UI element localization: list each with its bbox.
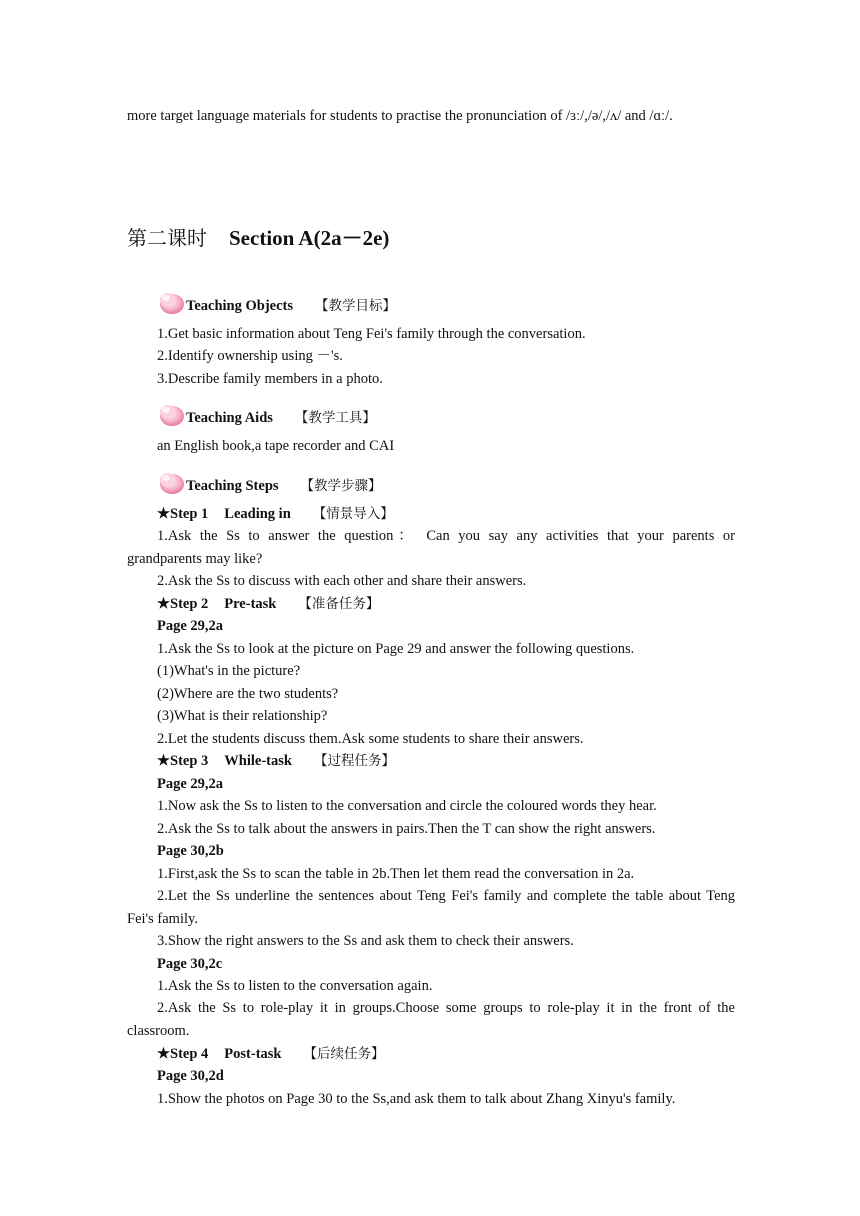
step-3-name: While-task [224,753,292,769]
teaching-aids-label: Teaching Aids [186,410,273,426]
teaching-aids-text: an English book,a tape recorder and CAI [157,438,395,454]
step-2-item: (3)What is their relationship? [157,708,328,724]
lesson-title-cn: 第二课时 [127,226,207,250]
step-3-a-item: 2.Ask the Ss to talk about the answers in pairs.Then the T can show the right answers. [157,821,656,837]
teaching-steps-cn: 【教学步骤】 [300,478,382,494]
intro-line: more target language materials for students to practise the pronunciation of /ɜː/,/ə/,/ʌ/ and /ɑː/. [127,108,673,124]
step-1-cn: 【情景导入】 [312,506,394,522]
teaching-objects-cn: 【教学目标】 [315,298,397,314]
step-3-b-item-2-line-b: Fei's family. [127,911,198,927]
step-4-label: ★Step 4 [157,1046,209,1062]
objective-item: 3.Describe family members in a photo. [157,371,383,387]
step-1-item-1-line-b: grandparents may like? [127,551,263,567]
step-1-name: Leading in [224,506,291,522]
step-3-c-item-2-line-a: 2.Ask the Ss to role‐play it in groups.Choose some groups to role-play it in the front of the [157,1000,735,1016]
step-3-b-item-2-line-a: 2.Let the Ss underline the sentences about Teng Fei's family and complete the table about Teng [157,888,735,904]
step-1-label: ★Step 1 [157,506,209,522]
step-3-heading [157,752,395,770]
step-3-a-item: 1.Now ask the Ss to listen to the conversation and circle the coloured words they hear. [157,798,657,814]
step-4-name: Post-task [224,1046,282,1062]
step-2-name: Pre-task [224,596,277,612]
step-3-b-item-3: 3.Show the right answers to the Ss and ask them to check their answers. [157,933,574,949]
step-3-page-ref-a: Page 29,2a [157,776,224,792]
step-1-item-1-line-a: 1.Ask the Ss to answer the question： Can you say any activities that your parents or [157,528,735,544]
flower-bullet-icon [157,468,185,496]
step-2-cn: 【准备任务】 [298,596,380,612]
step-4-page-ref: Page 30,2d [157,1068,224,1084]
step-2-page-ref: Page 29,2a [157,618,224,634]
step-3-label: ★Step 3 [157,753,209,769]
teaching-aids-cn: 【教学工具】 [294,410,376,426]
step-4-item-1: 1.Show the photos on Page 30 to the Ss,and ask them to talk about Zhang Xinyu's family. [157,1091,676,1107]
flower-bullet-icon [157,288,185,316]
step-3-page-ref-c: Page 30,2c [157,956,223,972]
step-2-label: ★Step 2 [157,596,209,612]
objective-item: 1.Get basic information about Teng Fei's family through the conversation. [157,326,586,342]
step-3-b-item-1: 1.First,ask the Ss to scan the table in 2b.Then let them read the conversation in 2a. [157,866,635,882]
step-4-cn: 【后续任务】 [303,1046,385,1062]
step-2-item: (1)What's in the picture? [157,663,301,679]
lesson-title [127,222,389,252]
step-2-heading [157,595,379,613]
step-3-cn: 【过程任务】 [313,753,395,769]
step-4-heading [157,1045,384,1063]
step-1-heading [157,505,394,523]
step-1-item-2: 2.Ask the Ss to discuss with each other and share their answers. [157,573,527,589]
flower-bullet-icon [157,400,185,428]
step-2-item: 2.Let the students discuss them.Ask some students to share their answers. [157,731,584,747]
objective-item: 2.Identify ownership using －'s. [157,348,343,364]
step-3-c-item-1: 1.Ask the Ss to listen to the conversation again. [157,978,433,994]
teaching-objects-label: Teaching Objects [186,298,294,314]
teaching-steps-label: Teaching Steps [186,478,279,494]
step-3-page-ref-b: Page 30,2b [157,843,224,859]
step-2-item: (2)Where are the two students? [157,686,339,702]
lesson-title-en: Section A(2a－2e) [229,226,390,250]
step-3-c-item-2-line-b: classroom. [127,1023,190,1039]
step-2-item: 1.Ask the Ss to look at the picture on Page 29 and answer the following questions. [157,641,635,657]
